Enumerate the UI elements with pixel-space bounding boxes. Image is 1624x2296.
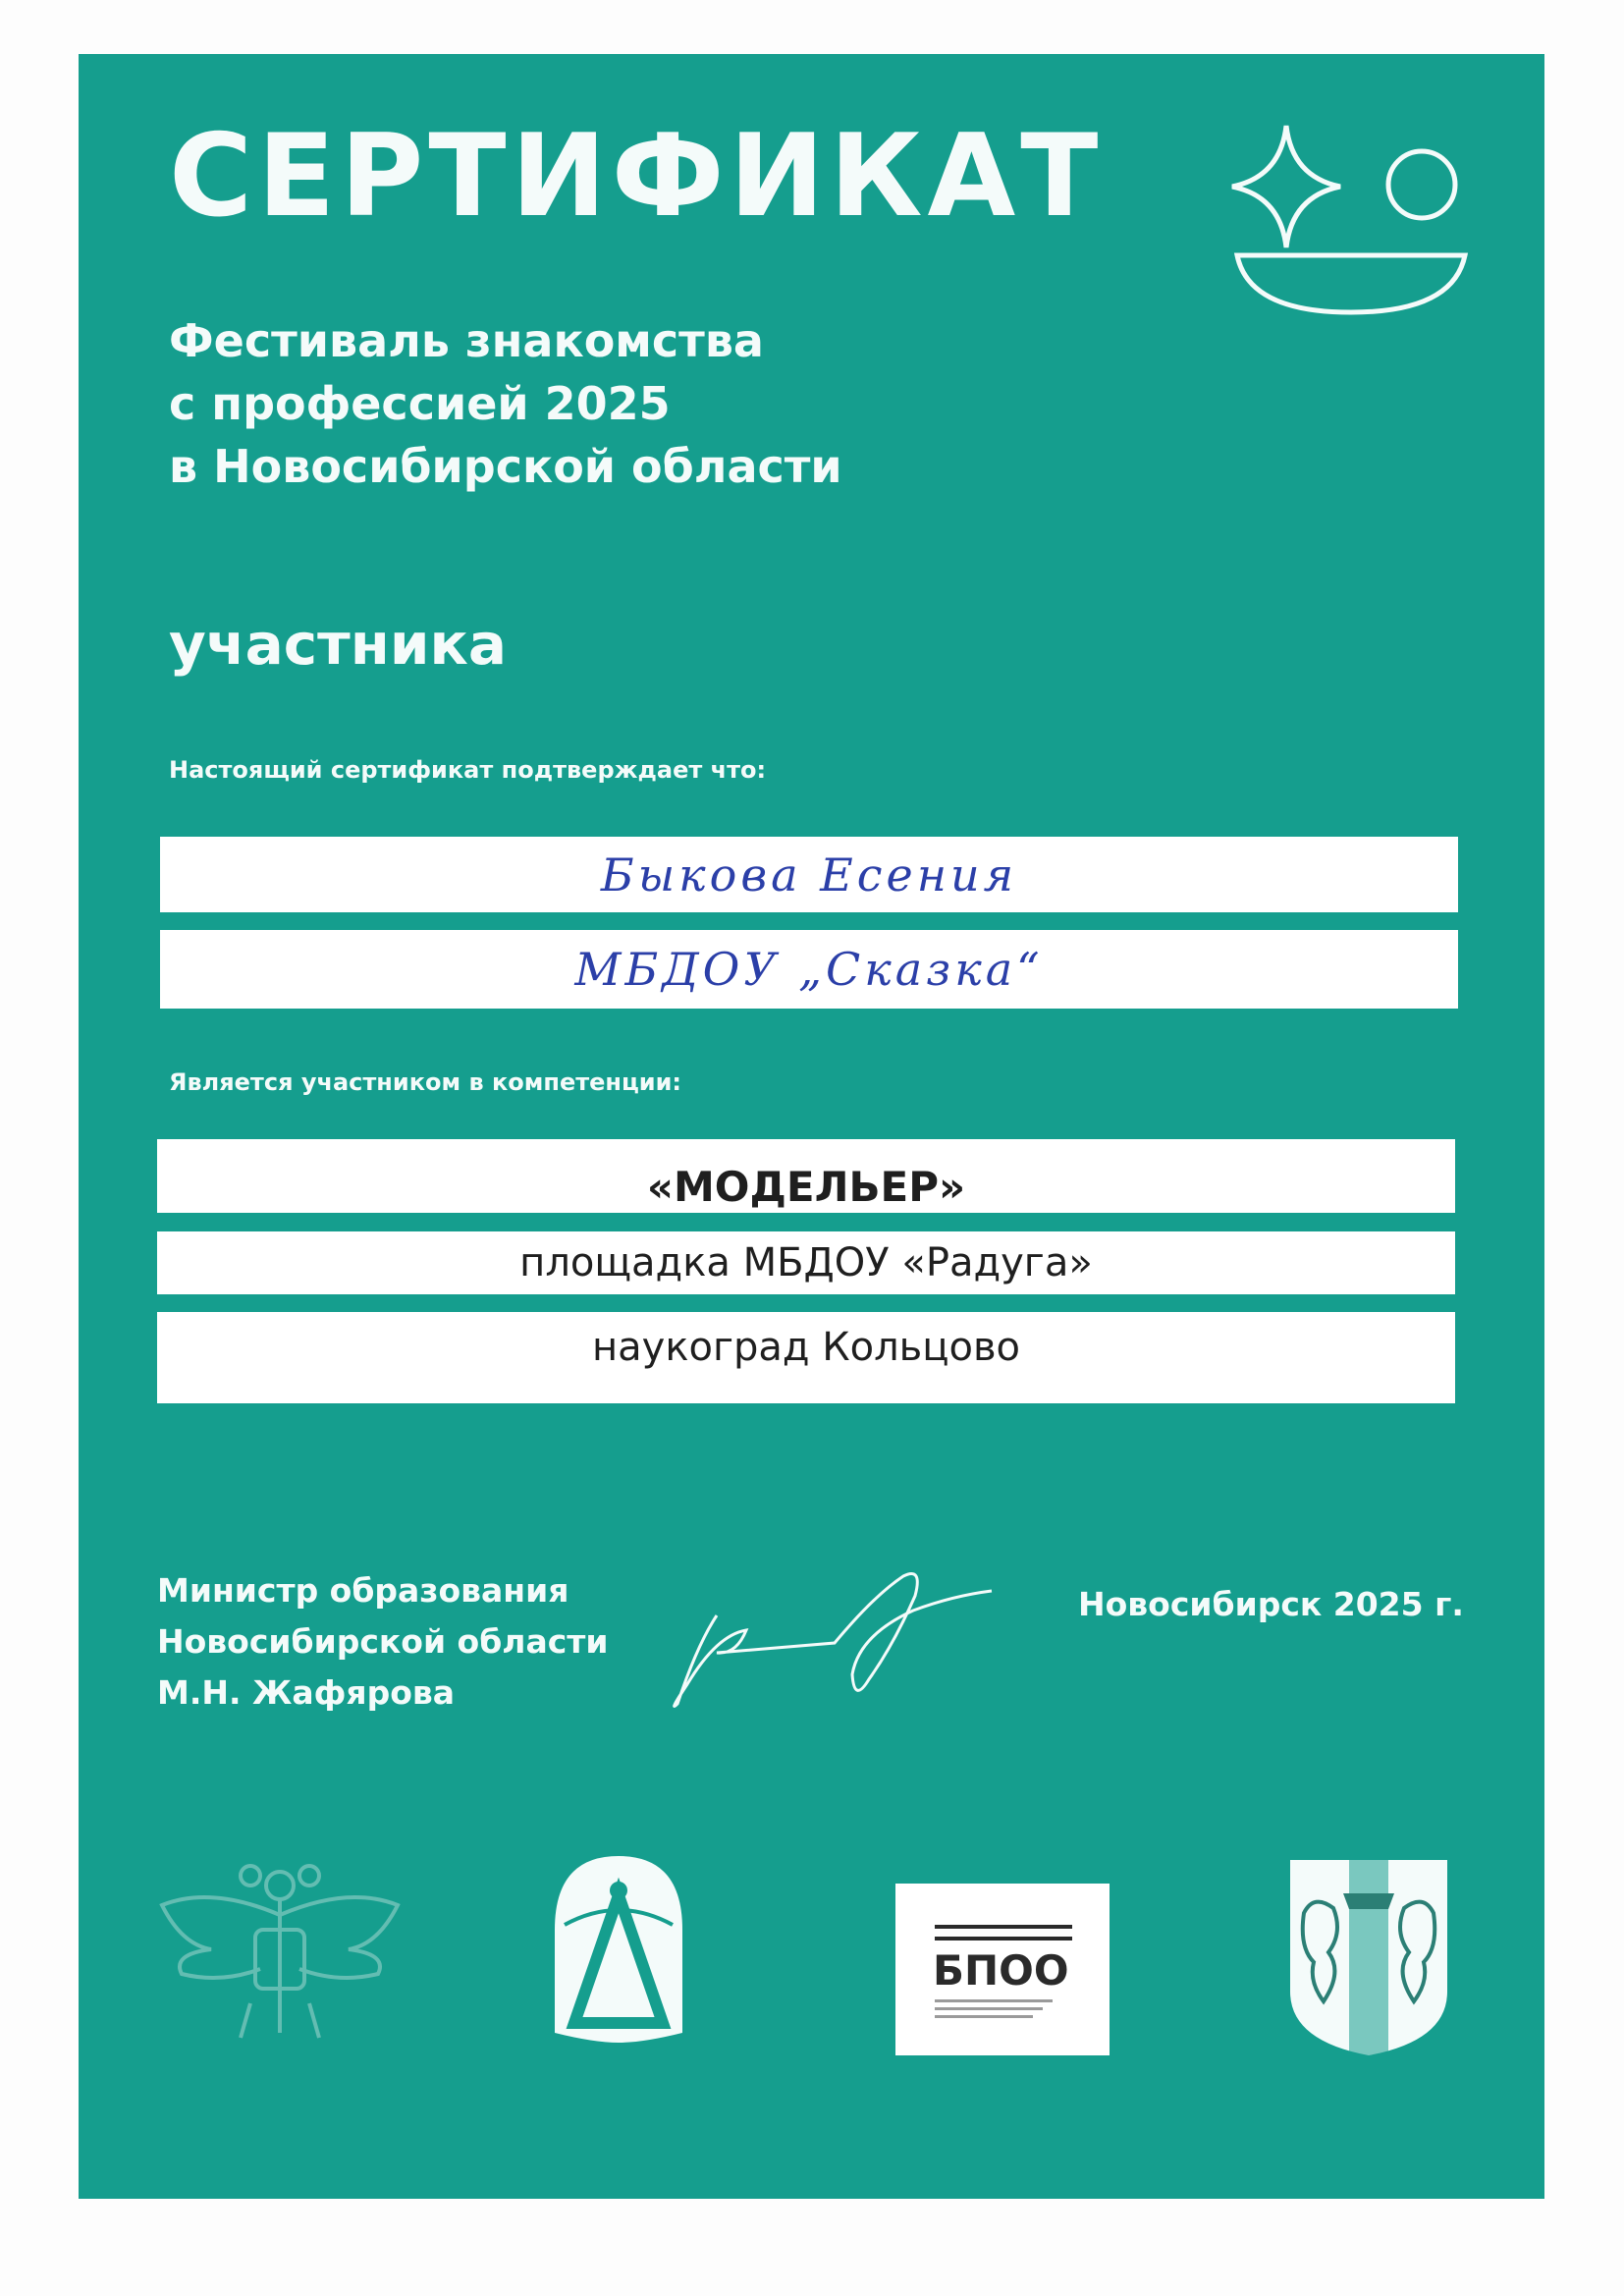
- competence-name: «МОДЕЛЬЕР»: [646, 1163, 966, 1211]
- festival-line-3: в Новосибирской области: [169, 440, 842, 493]
- festival-emblem-icon: [1208, 116, 1473, 322]
- certificate-title: СЕРТИФИКАТ: [169, 110, 1104, 243]
- venue-field: [157, 1231, 1455, 1294]
- bpoo-logo-text: БПОО: [933, 1946, 1069, 1995]
- competence-field: [157, 1139, 1455, 1213]
- festival-line-1: Фестиваль знакомства: [169, 314, 764, 367]
- city-field: [157, 1312, 1455, 1403]
- education-development-logo-icon: [535, 1836, 702, 2057]
- organization-field: [160, 930, 1458, 1009]
- signatory: [157, 1565, 609, 1719]
- novosibirsk-coat-of-arms-icon: [1284, 1854, 1453, 2060]
- festival-title: [169, 309, 842, 498]
- city-text: наукоград Кольцово: [591, 1324, 1020, 1370]
- venue-text: площадка МБДОУ «Радуга»: [519, 1240, 1093, 1285]
- signatory-line-2: Новосибирской области: [157, 1622, 609, 1661]
- certificate-type: участника: [169, 611, 507, 678]
- competence-caption: Является участником в компетенции:: [169, 1068, 682, 1096]
- place-date: Новосибирск 2025 г.: [1078, 1585, 1464, 1623]
- festival-line-2: с профессией 2025: [169, 377, 671, 430]
- signatory-line-1: Министр образования: [157, 1571, 569, 1610]
- handwritten-name: Быкова Есения: [600, 847, 1018, 902]
- signature-icon: [658, 1557, 1001, 1723]
- eagle-emblem-icon: [152, 1846, 407, 2043]
- confirm-caption: Настоящий сертификат подтверждает что:: [169, 756, 767, 784]
- name-field: [160, 837, 1458, 912]
- signatory-line-3: М.Н. Жафярова: [157, 1673, 456, 1712]
- bpoo-logo-icon: [895, 1884, 1110, 2055]
- handwritten-organization: МБДОУ „Сказка“: [574, 943, 1044, 996]
